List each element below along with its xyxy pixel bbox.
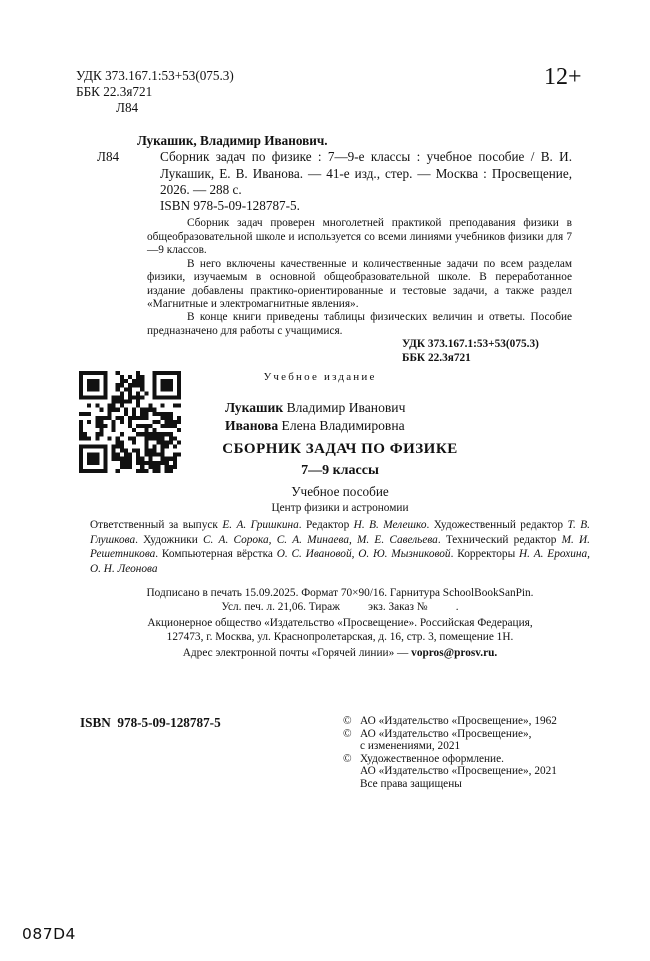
staff-name: Н. А. Ерохина, О. Н. Леонова	[90, 548, 591, 575]
staff-role: . Компьютерная вёрстка	[155, 548, 277, 560]
editorial-center: Центр физики и астрономии	[271, 502, 409, 514]
print-details	[90, 586, 590, 614]
edition-type: Учебное издание	[263, 371, 377, 383]
publisher-address	[90, 616, 590, 644]
copyright-entry: © АО «Издательство «Просвещение», с изменениями, 2021	[343, 727, 532, 753]
staff-role: . Технический редактор	[437, 533, 562, 546]
hotline-label: Адрес электронной почты «Горячей линии» —	[182, 647, 412, 659]
catalog-bbk: ББК 22.3я721	[402, 351, 471, 364]
bbk-code: ББК 22.3я721	[76, 84, 153, 99]
annotation-paragraph: В него включены качественные и количественные задачи по всем разделам физики, изучаемым в основной общеобразовательной школе. В переработанное издание добавлены практико-ориентированные и тестовые задачи, а также раздел «Магнитные и электромагнитные явления».	[147, 257, 572, 310]
udc-code: УДК 373.167.1:53+53(075.3)	[76, 68, 234, 83]
editorial-staff	[90, 518, 590, 576]
print-line: Подписано в печать 15.09.2025. Формат 70×90/16. Гарнитура SchoolBookSanPin.	[146, 587, 534, 599]
annotation-paragraph: Сборник задач проверен многолетней практикой преподавания физики в общеобразовательной школе и используется со всеми линиями учебников физики для 7—9 классов.	[147, 217, 572, 257]
hotline-email: vopros@prosv.ru.	[411, 647, 498, 659]
catalog-card	[97, 133, 572, 365]
catalog-udc: УДК 373.167.1:53+53(075.3)	[402, 338, 539, 351]
book-isbn: ISBN 978-5-09-128787-5	[80, 715, 221, 730]
copyright-symbol: ©	[343, 752, 352, 765]
qr-code	[79, 371, 181, 473]
catalog-author-mark: Л84	[97, 149, 120, 164]
page-code: 087D4	[22, 925, 76, 943]
print-line: Усл. печ. л. 21,06. Тираж экз. Заказ № .	[221, 601, 459, 613]
author-surname: Иванова	[225, 418, 279, 433]
staff-role: . Художественный редактор	[426, 519, 568, 531]
catalog-isbn: ISBN 978-5-09-128787-5.	[160, 198, 300, 214]
staff-name: О. С. Ивановой, О. Ю. Мызниковой	[276, 548, 451, 560]
author-line	[225, 399, 405, 417]
copyright-symbol: ©	[343, 727, 352, 740]
author-mark: Л84	[116, 100, 139, 115]
staff-role: . Корректоры	[450, 548, 519, 560]
bibliographic-description: Сборник задач по физике : 7—9-е классы : учебное пособие / В. И. Лукашик, Е. В. Иванова. — 41-е изд., стер. — Москва : Просвещение, 2026. — 288 с.	[160, 149, 572, 197]
authors	[225, 399, 405, 435]
book-kind: Учебное пособие	[291, 484, 389, 499]
staff-name: С. А. Сорока, С. А. Минаева, М. Е. Савельева	[203, 533, 438, 546]
copyright-entry: © Художественное оформление. АО «Издательство «Просвещение», 2021 Все права защищены	[343, 752, 557, 790]
annotation-paragraph: В конце книги приведены таблицы физических величин и ответы. Пособие предназначено для работы с учащимися.	[147, 311, 572, 337]
author-surname: Лукашик	[225, 400, 284, 415]
copyright-symbol: ©	[343, 715, 352, 727]
classification-block	[76, 68, 234, 116]
book-title: СБОРНИК ЗАДАЧ ПО ФИЗИКЕ	[222, 441, 458, 457]
staff-role: . Художники	[135, 533, 203, 546]
book-grades: 7—9 классы	[301, 463, 379, 478]
staff-role: Ответственный за выпуск	[90, 519, 223, 531]
author-given: Владимир Иванович	[286, 400, 406, 415]
staff-name: Т. В. Глушкова	[90, 519, 591, 546]
annotation	[147, 217, 572, 338]
copyright-block	[343, 715, 603, 791]
staff-name: Е. А. Гришкина	[222, 519, 299, 531]
publisher-line: 127473, г. Москва, ул. Краснопролетарская, д. 16, стр. 3, помещение 1Н.	[166, 631, 514, 643]
hotline	[90, 647, 590, 659]
catalog-author-heading: Лукашик, Владимир Иванович.	[137, 133, 328, 148]
age-rating: 12+	[544, 64, 582, 90]
publisher-line: Акционерное общество «Издательство «Просвещение». Российская Федерация,	[147, 617, 533, 629]
author-line	[225, 417, 405, 435]
staff-role: . Редактор	[298, 519, 354, 531]
author-given: Елена Владимировна	[281, 418, 405, 433]
staff-name: Н. В. Мелешко	[353, 519, 427, 531]
staff-name: М. И. Решетникова	[90, 533, 590, 560]
copyright-entry: © АО «Издательство «Просвещение», 1962	[343, 715, 557, 727]
